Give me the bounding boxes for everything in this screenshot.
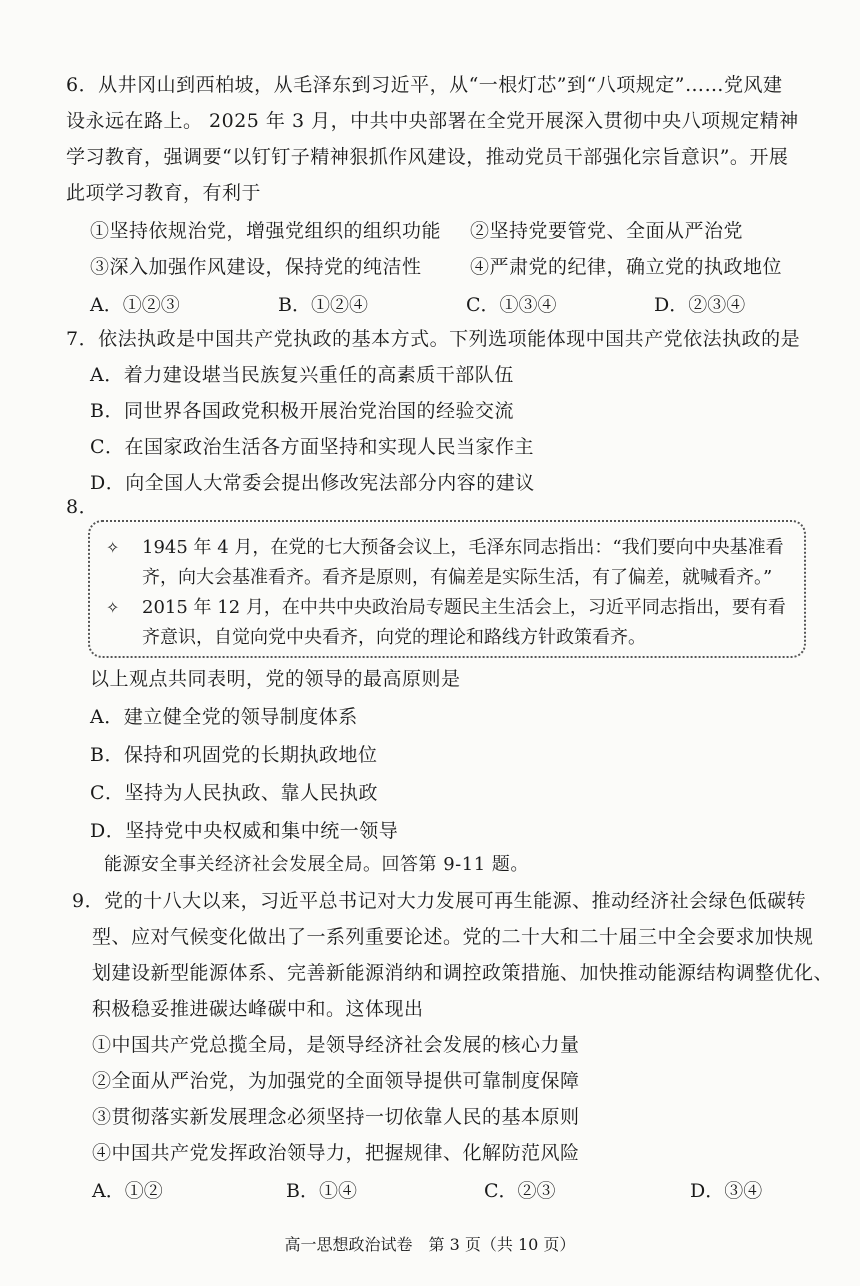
q8-option-d: D．坚持党中央权威和集中统一领导 <box>90 820 399 842</box>
q6-stem-line-4: 此项学习教育，有利于 <box>66 182 262 204</box>
q6-item-3: ③深入加强作风建设，保持党的纯洁性 <box>90 256 422 278</box>
q9-option-a: A．①② <box>92 1180 163 1202</box>
q7-option-d: D．向全国人大常委会提出修改宪法部分内容的建议 <box>90 472 535 494</box>
q8-quote-line-4: 齐意识，自觉向党中央看齐，向党的理论和路线方针政策看齐。 <box>142 627 646 648</box>
q9-stem-line-1: 9．党的十八大以来，习近平总书记对大力发展可再生能源、推动经济社会绿色低碳转 <box>72 890 807 912</box>
q6-item-2: ②坚持党要管党、全面从严治党 <box>470 220 744 242</box>
q8-option-c: C．坚持为人民执政、靠人民执政 <box>90 782 379 804</box>
q6-stem-line-1: 6．从井冈山到西柏坡，从毛泽东到习近平，从“一根灯芯”到“八项规定”……党风建 <box>66 74 783 96</box>
q6-option-b: B．①②④ <box>278 294 368 316</box>
q9-option-c: C．②③ <box>484 1180 556 1202</box>
q7-option-c: C．在国家政治生活各方面坚持和实现人民当家作主 <box>90 436 535 458</box>
q9-11-intro: 能源安全事关经济社会发展全局。回答第 9-11 题。 <box>104 854 529 875</box>
q6-option-a: A．①②③ <box>90 294 180 316</box>
q8-option-b: B．保持和巩固党的长期执政地位 <box>90 744 378 766</box>
q6-item-1: ①坚持依规治党，增强党组织的组织功能 <box>90 220 442 242</box>
page-footer: 高一思想政治试卷 第 3 页（共 10 页） <box>284 1235 576 1254</box>
q8-bullet-2: ✧ <box>106 598 120 617</box>
q6-option-c: C．①③④ <box>466 294 557 316</box>
q7-option-b: B．同世界各国政党积极开展治党治国的经验交流 <box>90 400 514 422</box>
q7-stem: 7．依法执政是中国共产党执政的基本方式。下列选项能体现中国共产党依法执政的是 <box>66 328 801 350</box>
q8-number: 8． <box>66 496 99 518</box>
q6-item-4: ④严肃党的纪律，确立党的执政地位 <box>470 256 783 278</box>
q8-quote-line-2: 齐，向大会基准看齐。看齐是原则，有偏差是实际生活，有了偏差，就喊看齐。” <box>142 567 773 588</box>
q8-bullet-1: ✧ <box>106 538 120 557</box>
q6-stem-line-2: 设永远在路上。 2025 年 3 月，中共中央部署在全党开展深入贯彻中央八项规定精神 <box>66 110 799 132</box>
q9-option-d: D．③④ <box>690 1180 763 1202</box>
q9-item-4: ④中国共产党发挥政治领导力，把握规律、化解防范风险 <box>92 1142 580 1164</box>
q8-quote-line-1: 1945 年 4 月，在党的七大预备会议上，毛泽东同志指出：“我们要向中央基准看 <box>142 537 784 558</box>
q6-stem-line-3: 学习教育，强调要“以钉钉子精神狠抓作风建设，推动党员干部强化宗旨意识”。开展 <box>66 146 789 168</box>
q9-item-2: ②全面从严治党，为加强党的全面领导提供可靠制度保障 <box>92 1070 580 1092</box>
q9-stem-line-2: 型、应对气候变化做出了一系列重要论述。党的二十大和二十届三中全会要求加快规 <box>92 926 814 948</box>
q9-item-1: ①中国共产党总揽全局，是领导经济社会发展的核心力量 <box>92 1034 580 1056</box>
q8-option-a: A．建立健全党的领导制度体系 <box>90 706 358 728</box>
q8-quote-line-3: 2015 年 12 月，在中共中央政治局专题民主生活会上，习近平同志指出，要有看 <box>142 597 786 618</box>
q9-item-3: ③贯彻落实新发展理念必须坚持一切依靠人民的基本原则 <box>92 1106 580 1128</box>
q6-option-d: D．②③④ <box>654 294 746 316</box>
q9-stem-line-4: 积极稳妥推进碳达峰碳中和。这体现出 <box>92 998 424 1020</box>
q7-option-a: A．着力建设堪当民族复兴重任的高素质干部队伍 <box>90 364 514 386</box>
q9-option-b: B．①④ <box>286 1180 357 1202</box>
q8-stem: 以上观点共同表明，党的领导的最高原则是 <box>90 668 461 690</box>
q9-stem-line-3: 划建设新型能源体系、完善新能源消纳和调控政策措施、加快推动能源结构调整优化、 <box>92 962 834 984</box>
